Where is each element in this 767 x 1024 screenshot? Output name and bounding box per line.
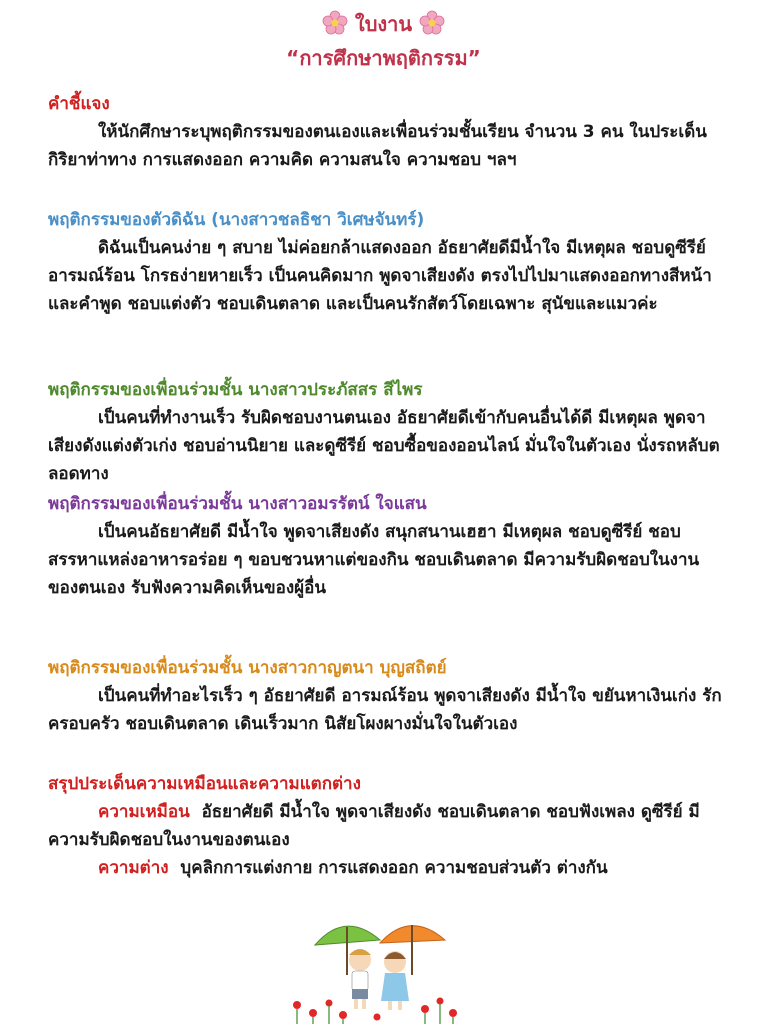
instructions-section [48, 90, 728, 174]
page-subtitle: “การศึกษาพฤติกรรม” [286, 46, 481, 70]
friend3-heading: พฤติกรรมของเพื่อนร่วมชั้น นางสาวกาญตนา บุญสถิตย์ [48, 658, 447, 678]
friend2-heading: พฤติกรรมของเพื่อนร่วมชั้น นางสาวอมรรัตน์ ใจแสน [48, 494, 427, 514]
friend1-heading: พฤติกรรมของเพื่อนร่วมชั้น นางสาวประภัสสร สีไพร [48, 380, 423, 400]
differences-paragraph [48, 854, 728, 882]
different-label: ความต่าง [98, 858, 169, 878]
similar-body: อัธยาศัยดี มีน้ำใจ พูดจาเสียงดัง ชอบเดินตลาด ชอบฟังเพลง ดูซีรีย์ มีความรับผิดชอบในงานของตนเอง [48, 802, 700, 850]
pink-flower-icon [419, 10, 445, 36]
friend3-section [48, 654, 728, 738]
summary-heading: สรุปประเด็นความเหมือนและความแตกต่าง [48, 774, 361, 794]
title-text: ใบงาน [354, 12, 413, 36]
friend2-body: เป็นคนอัธยาศัยดี มีน้ำใจ พูดจาเสียงดัง สนุกสนานเฮฮา มีเหตุผล ชอบดูซีรีย์ ชอบสรรหาแหล่งอาหารอร่อย ๆ ขอบชวนหาแต่ของกิน ชอบเดินตลาด มีความรับผิดชอบในงานของตนเอง รับฟังความคิดเห็นของผู้อื่น [48, 522, 700, 598]
pink-flower-icon [322, 10, 348, 36]
similar-label: ความเหมือน [98, 802, 190, 822]
friend1-section [48, 376, 728, 488]
self-heading: พฤติกรรมของตัวดิฉัน (นางสาวชลธิชา วิเศษจันทร์) [48, 210, 425, 230]
kids-with-umbrellas-illustration [285, 905, 465, 1024]
friend2-section [48, 490, 728, 602]
self-body: ดิฉันเป็นคนง่าย ๆ สบาย ไม่ค่อยกล้าแสดงออก อัธยาศัยดีมีน้ำใจ มีเหตุผล ชอบดูซีรีย์ อารมณ์ร้อน โกรธง่ายหายเร็ว เป็นคนคิดมาก พูดจาเสียงดัง ตรงไปไปมาแสดงออกทางสีหน้าและคำพูด ชอบแต่งตัว ชอบเดินตลาด และเป็นคนรักสัตว์โดยเฉพาะ สุนัขและแมวค่ะ [48, 238, 712, 314]
instructions-body: ให้นักศึกษาระบุพฤติกรรมของตนเองและเพื่อนร่วมชั้นเรียน จำนวน 3 คน ในประเด็นกิริยาท่าทาง การแสดงออก ความคิด ความสนใจ ความชอบ ฯลฯ [48, 122, 707, 170]
similarities-paragraph [48, 798, 728, 854]
self-section [48, 206, 728, 318]
friend1-body: เป็นคนที่ทำงานเร็ว รับผิดชอบงานตนเอง อัธยาศัยดีเข้ากับคนอื่นได้ดี มีเหตุผล พูดจาเสียงดังแต่งตัวเก่ง ชอบอ่านนิยาย และดูซีรีย์ ชอบซื้อของออนไลน์ มั่นใจในตัวเอง นั่งรถหลับตลอดทาง [48, 408, 720, 484]
page-title [0, 8, 767, 40]
friend3-body: เป็นคนที่ทำอะไรเร็ว ๆ อัธยาศัยดี อารมณ์ร้อน พูดจาเสียงดัง มีน้ำใจ ขยันหาเงินเก่ง รักครอบครัว ชอบเดินตลาด เดินเร็วมาก นิสัยโผงผางมั่นใจในตัวเอง [48, 686, 722, 734]
summary-section [48, 770, 728, 882]
instructions-heading: คำชี้แจง [48, 94, 110, 114]
different-body: บุคลิกการแต่งกาย การแสดงออก ความชอบส่วนตัว ต่างกัน [180, 858, 608, 878]
